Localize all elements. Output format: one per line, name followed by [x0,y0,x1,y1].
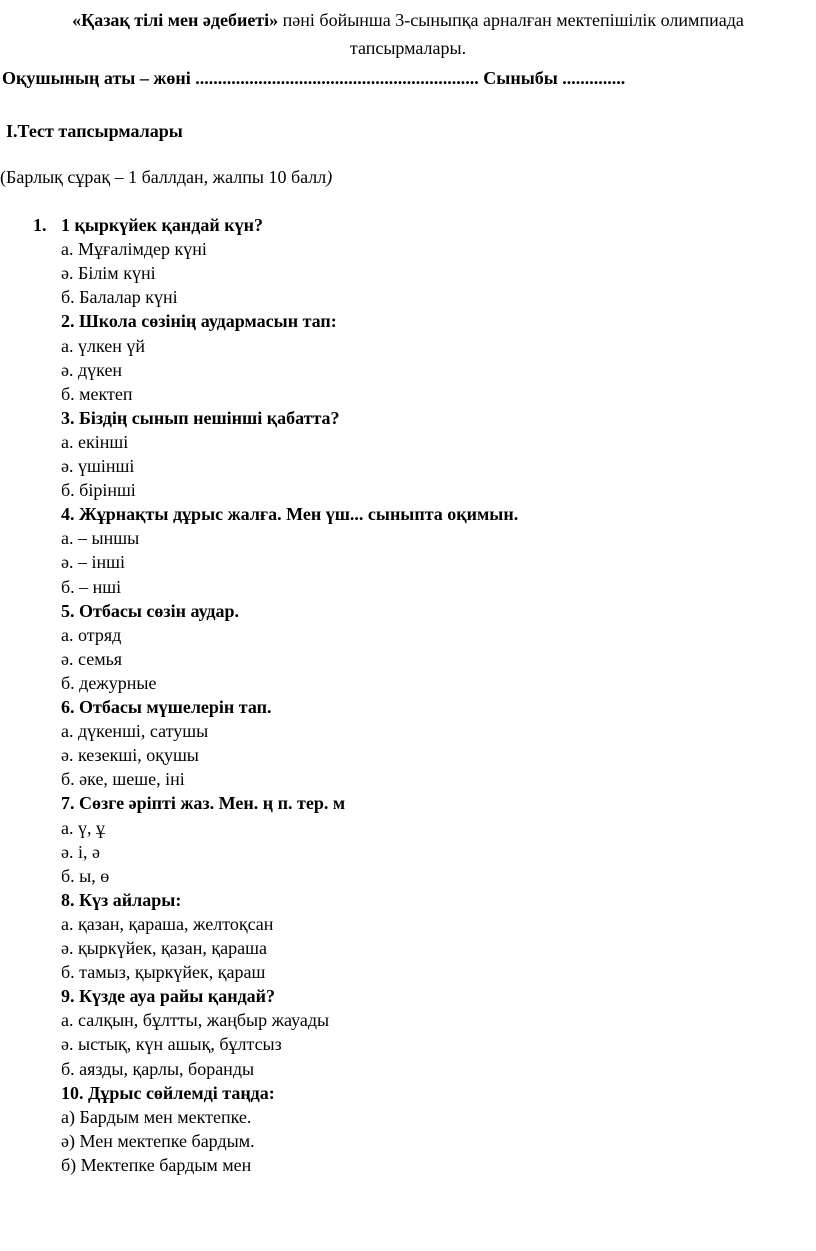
question-6 [61,695,272,719]
answer-option: ә. Білім күні [61,263,156,284]
document-title [0,6,816,62]
answer-option: ә. ыстық, күн ашық, бұлтсыз [61,1034,282,1055]
answer-option: ә. – інші [61,552,125,573]
answer-option: б) Мектепке бардым мен [61,1154,252,1175]
answer-option: б. әке, шеше, іні [61,769,185,790]
answer-option: ә. і, ә [61,841,100,862]
question-9 [61,984,275,1008]
scoring-close: ) [326,167,333,187]
answer-option: б. тамыз, қыркүйек, қараш [61,962,266,983]
title-rest-line1: пәні бойынша 3-сыныпқа арналған мектепішілік олимпиада [278,10,744,30]
question-5 [61,599,239,623]
question-text: 8. Күз айлары: [61,889,182,910]
answer-option: а) Бардым мен мектепке. [61,1106,252,1127]
answer-option: ә. қыркүйек, қазан, қараша [61,938,267,958]
answer-option: б. ы, ө [61,865,110,886]
question-text: 9. Күзде ауа райы қандай? [61,986,276,1007]
question-8 [61,888,181,912]
answer-option: а. үлкен үй [61,335,146,356]
question-text: 6. Отбасы мүшелерін тап. [61,697,272,717]
answer-option: а. екінші [61,431,129,452]
question-number: 1. [33,215,47,235]
answer-option: б. мектеп [61,383,133,404]
answer-option: а. салқын, бұлтты, жаңбыр жауады [61,1010,330,1031]
answer-option: а. Мұғалімдер күні [61,239,207,260]
answer-option: а. – ыншы [61,528,140,549]
answer-option: ә. кезекші, оқушы [61,745,199,766]
subject-name: «Қазақ тілі мен әдебиеті» [72,10,279,30]
answer-option: а. ү, ұ [61,817,105,838]
scoring-note [0,167,332,188]
question-text: 3. Біздің сынып нешінші қабатта? [61,407,340,428]
answer-option: ә. семья [61,648,123,669]
question-text: 1 қыркүйек қандай күн? [61,215,263,235]
question-text: 4. Жұрнақты дұрыс жалға. Мен үш... сыныпта оқимын. [61,504,519,525]
question-10 [61,1081,275,1105]
section-title: І.Тест тапсырмалары [6,121,183,141]
answer-option: а. отряд [61,624,122,645]
question-7 [61,791,345,815]
question-text: 2. Школа сөзінің аудармасын тап: [61,311,337,332]
question-text: 10. Дұрыс сөйлемді таңда: [61,1082,275,1103]
student-name-line: Оқушының аты – жөні ............................................................... Сыныбы .............. [2,68,626,88]
answer-option: б. Балалар күні [61,287,178,308]
answer-option: а. дүкенші, сатушы [61,721,209,742]
answer-option: а. қазан, қараша, желтоқсан [61,913,274,934]
question-text: 7. Сөзге әріпті жаз. Мен. ң п. тер. м [61,793,346,814]
answer-option: б. – нші [61,576,122,597]
question-text: 5. Отбасы сөзін аудар. [61,600,240,621]
question-4 [61,502,518,526]
question-1 [33,213,263,237]
scoring-text: (Барлық сұрақ – 1 баллдан, жалпы 10 балл [0,167,327,187]
answer-option: ә. дүкен [61,359,123,380]
answer-option: б. бірінші [61,480,136,501]
answer-option: б. аязды, қарлы, боранды [61,1058,255,1079]
answer-option: ә. үшінші [61,456,135,476]
title-rest-line2: тапсырмалары. [349,38,467,58]
answer-option: б. дежурные [61,672,157,693]
question-3 [61,406,340,430]
question-2 [61,309,337,333]
answer-option: ә) Мен мектепке бардым. [61,1130,255,1151]
